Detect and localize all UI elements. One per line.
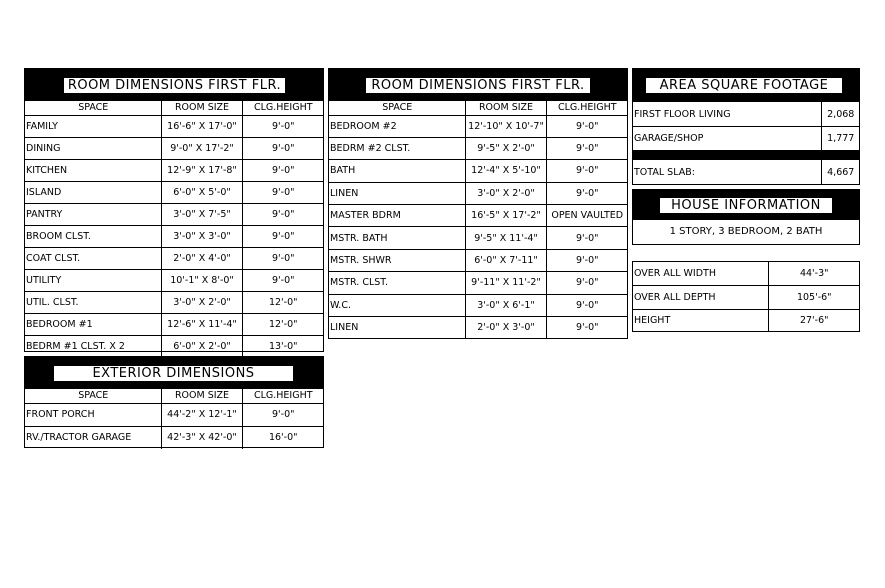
room-dimensions-title-bar-1 xyxy=(25,69,323,101)
space-cell: RV./TRACTOR GARAGE xyxy=(25,426,161,449)
overall-label: OVER ALL WIDTH xyxy=(633,262,768,285)
room-size-cell: 3'-0" X 2'-0" xyxy=(161,291,242,313)
column-header: ROOM SIZE xyxy=(161,389,242,403)
house-information-box xyxy=(632,189,860,245)
area-title-bar xyxy=(633,69,859,101)
overall-value: 105'-6" xyxy=(768,285,859,309)
ceiling-height-cell: 9'-0" xyxy=(546,160,627,182)
overall-dimensions-table xyxy=(632,261,860,332)
room-size-cell: 2'-0" X 3'-0" xyxy=(465,317,546,339)
space-cell: LINEN xyxy=(329,317,465,339)
ceiling-height-cell: 12'-0" xyxy=(242,291,323,313)
room-dimensions-title-bar-2 xyxy=(329,69,627,101)
ceiling-height-cell: OPEN VAULTED xyxy=(546,205,627,227)
ceiling-height-cell: 9'-0" xyxy=(546,294,627,316)
space-cell: BEDRM #1 CLST. X 2 xyxy=(25,335,161,357)
space-cell: UTILITY xyxy=(25,269,161,291)
space-cell: ISLAND xyxy=(25,181,161,203)
room-size-cell: 3'-0" X 2'-0" xyxy=(465,182,546,204)
table-row xyxy=(25,247,323,269)
table-row xyxy=(25,313,323,335)
house-title-bar xyxy=(633,190,859,220)
ceiling-height-cell: 9'-0" xyxy=(242,137,323,159)
space-cell: FRONT PORCH xyxy=(25,403,161,426)
room-dimensions-grid-1 xyxy=(25,101,323,357)
column-header: SPACE xyxy=(25,101,161,115)
ceiling-height-cell: 9'-0" xyxy=(242,269,323,291)
column-header: ROOM SIZE xyxy=(161,101,242,115)
table-row xyxy=(25,403,323,426)
room-size-cell: 9'-5" X 11'-4" xyxy=(465,227,546,249)
column-header: SPACE xyxy=(25,389,161,403)
ceiling-height-cell: 9'-0" xyxy=(242,225,323,247)
table-row xyxy=(329,182,627,204)
table-row xyxy=(25,181,323,203)
area-label: GARAGE/SHOP xyxy=(633,127,821,151)
ceiling-height-cell: 12'-0" xyxy=(242,313,323,335)
space-cell: MSTR. SHWR xyxy=(329,249,465,271)
table-row xyxy=(329,160,627,182)
table-row xyxy=(25,225,323,247)
ceiling-height-cell: 16'-0" xyxy=(242,426,323,449)
overall-label: OVER ALL DEPTH xyxy=(633,285,768,309)
table-row xyxy=(329,115,627,137)
column-header: CLG.HEIGHT xyxy=(242,101,323,115)
room-size-cell: 9'-11" X 11'-2" xyxy=(465,272,546,294)
room-size-cell: 2'-0" X 4'-0" xyxy=(161,247,242,269)
exterior-dimensions-grid xyxy=(25,389,323,449)
table-row xyxy=(329,137,627,159)
ceiling-height-cell: 9'-0" xyxy=(546,227,627,249)
column-header: CLG.HEIGHT xyxy=(546,101,627,115)
room-size-cell: 3'-0" X 7'-5" xyxy=(161,203,242,225)
space-cell: FAMILY xyxy=(25,115,161,137)
area-separator xyxy=(821,151,859,160)
space-cell: BEDROOM #2 xyxy=(329,115,465,137)
table-row xyxy=(25,426,323,449)
table-row xyxy=(25,291,323,313)
space-cell: PANTRY xyxy=(25,203,161,225)
room-size-cell: 44'-2" X 12'-1" xyxy=(161,403,242,426)
ceiling-height-cell: 9'-0" xyxy=(242,181,323,203)
room-size-cell: 42'-3" X 42'-0" xyxy=(161,426,242,449)
table-row xyxy=(25,115,323,137)
ceiling-height-cell: 9'-0" xyxy=(242,203,323,225)
space-cell: BROOM CLST. xyxy=(25,225,161,247)
exterior-dimensions-title: EXTERIOR DIMENSIONS xyxy=(53,365,294,382)
table-row xyxy=(329,272,627,294)
room-size-cell: 16'-6" X 17'-0" xyxy=(161,115,242,137)
ceiling-height-cell: 9'-0" xyxy=(546,249,627,271)
ceiling-height-cell: 9'-0" xyxy=(546,115,627,137)
room-size-cell: 12'-4" X 5'-10" xyxy=(465,160,546,182)
area-value: 1,777 xyxy=(821,127,859,151)
house-info-text: 1 STORY, 3 BEDROOM, 2 BATH xyxy=(669,226,823,237)
area-square-footage-table xyxy=(632,68,860,185)
ceiling-height-cell: 9'-0" xyxy=(242,403,323,426)
exterior-dimensions-table xyxy=(24,356,324,448)
overall-value: 44'-3" xyxy=(768,262,859,285)
table-row xyxy=(25,269,323,291)
space-cell: DINING xyxy=(25,137,161,159)
space-cell: BATH xyxy=(329,160,465,182)
table-row xyxy=(25,203,323,225)
space-cell: MSTR. CLST. xyxy=(329,272,465,294)
room-size-cell: 12'-9" X 17'-8" xyxy=(161,159,242,181)
room-dimensions-table-2 xyxy=(328,68,628,339)
column-header: ROOM SIZE xyxy=(465,101,546,115)
column-header: SPACE xyxy=(329,101,465,115)
overall-value: 27'-6" xyxy=(768,309,859,331)
table-row xyxy=(25,159,323,181)
space-cell: UTIL. CLST. xyxy=(25,291,161,313)
ceiling-height-cell: 9'-0" xyxy=(242,159,323,181)
ceiling-height-cell: 9'-0" xyxy=(546,272,627,294)
room-size-cell: 3'-0" X 3'-0" xyxy=(161,225,242,247)
ceiling-height-cell: 9'-0" xyxy=(546,182,627,204)
ceiling-height-cell: 9'-0" xyxy=(242,247,323,269)
table-row xyxy=(25,335,323,357)
space-cell: LINEN xyxy=(329,182,465,204)
area-value: 2,068 xyxy=(821,102,859,127)
area-total-label: TOTAL SLAB: xyxy=(633,160,821,185)
ceiling-height-cell: 9'-0" xyxy=(242,115,323,137)
table-row xyxy=(329,205,627,227)
room-size-cell: 9'-5" X 2'-0" xyxy=(465,137,546,159)
room-dimensions-title-2: ROOM DIMENSIONS FIRST FLR. xyxy=(365,77,591,94)
room-dimensions-grid-2 xyxy=(329,101,627,339)
area-label: FIRST FLOOR LIVING xyxy=(633,102,821,127)
table-row xyxy=(329,317,627,339)
room-size-cell: 6'-0" X 5'-0" xyxy=(161,181,242,203)
ceiling-height-cell: 9'-0" xyxy=(546,317,627,339)
table-row xyxy=(25,137,323,159)
room-dimensions-table-1 xyxy=(24,68,324,352)
room-size-cell: 9'-0" X 17'-2" xyxy=(161,137,242,159)
area-title: AREA SQUARE FOOTAGE xyxy=(645,77,843,94)
room-dimensions-title-1: ROOM DIMENSIONS FIRST FLR. xyxy=(63,77,286,94)
table-row xyxy=(329,227,627,249)
space-cell: KITCHEN xyxy=(25,159,161,181)
column-header: CLG.HEIGHT xyxy=(242,389,323,403)
table-row xyxy=(329,249,627,271)
ceiling-height-cell: 13'-0" xyxy=(242,335,323,357)
table-row xyxy=(329,294,627,316)
space-cell: W.C. xyxy=(329,294,465,316)
space-cell: BEDROOM #1 xyxy=(25,313,161,335)
exterior-dimensions-title-bar xyxy=(25,357,323,389)
room-size-cell: 16'-5" X 17'-2" xyxy=(465,205,546,227)
overall-grid xyxy=(633,262,859,331)
space-cell: MSTR. BATH xyxy=(329,227,465,249)
room-size-cell: 6'-0" X 2'-0" xyxy=(161,335,242,357)
space-cell: MASTER BDRM xyxy=(329,205,465,227)
area-total-value: 4,667 xyxy=(821,160,859,185)
house-title: HOUSE INFORMATION xyxy=(659,197,833,214)
room-size-cell: 3'-0" X 6'-1" xyxy=(465,294,546,316)
area-separator xyxy=(633,151,821,160)
ceiling-height-cell: 9'-0" xyxy=(546,137,627,159)
space-cell: COAT CLST. xyxy=(25,247,161,269)
room-size-cell: 6'-0" X 7'-11" xyxy=(465,249,546,271)
room-size-cell: 10'-1" X 8'-0" xyxy=(161,269,242,291)
area-grid xyxy=(633,101,859,185)
overall-label: HEIGHT xyxy=(633,309,768,331)
space-cell: BEDRM #2 CLST. xyxy=(329,137,465,159)
room-size-cell: 12'-6" X 11'-4" xyxy=(161,313,242,335)
room-size-cell: 12'-10" X 10'-7" xyxy=(465,115,546,137)
